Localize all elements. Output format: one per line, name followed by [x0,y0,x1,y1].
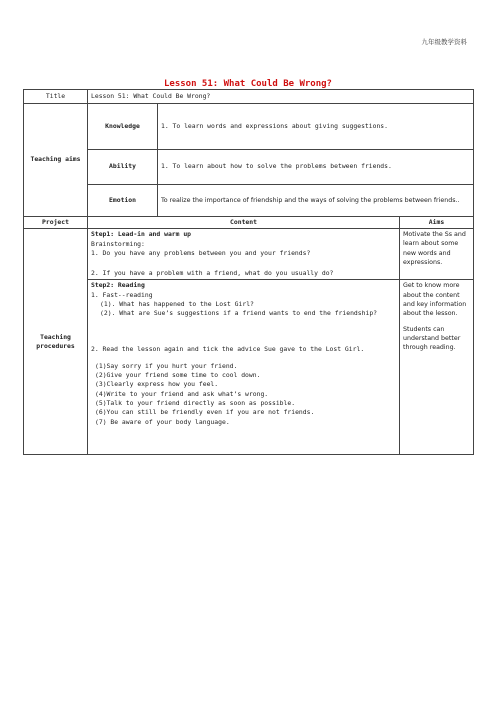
teaching-aims-label: Teaching aims [24,104,88,217]
step1-line: 1. Do you have any problems between you and your friends? [91,248,311,257]
step2-aims [400,280,474,455]
step2-line: (5)Talk to your friend directly as soon as possible. [95,398,296,407]
step2-line: 2. Read the lesson again and tick the advice Sue gave to the Lost Girl. [91,344,365,353]
emotion-text: To realize the importance of friendship and the ways of solving the problems between friends.. [158,185,474,217]
knowledge-text: 1. To learn words and expressions about giving suggestions. [158,104,474,150]
step2-line: (4)Write to your friend and ask what’s wrong. [95,389,269,398]
ability-label: Ability [88,150,158,185]
emotion-label: Emotion [88,185,158,217]
step2-content [88,280,400,455]
step2-line: (1)Say sorry if you hurt your friend. [95,361,238,370]
ability-text: 1. To learn about how to solve the problems between friends. [158,150,474,185]
step2-line: (7) Be aware of your body language. [95,417,230,426]
step2-line: (2)Give your friend some time to cool down. [95,371,261,380]
step1-heading: Step1: Lead-in and warm up [91,230,192,239]
title-value: Lesson 51: What Could Be Wrong? [88,90,474,104]
document-title: Lesson 51: What Could Be Wrong? [164,79,332,89]
ability-row [24,150,474,185]
knowledge-row [24,104,474,150]
step2-aims-text: Students can understand better through reading. [403,325,461,352]
step1-line: Brainstorming: [91,239,145,248]
knowledge-label: Knowledge [88,104,158,150]
step2-line: (1). What has happened to the Lost Girl? [100,299,254,308]
lesson-plan-table [23,89,474,455]
emotion-row [24,185,474,217]
step2-line: 1. Fast--reading [91,290,153,299]
step2-heading: Step2: Reading [91,281,145,290]
step2-line: (6)You can still be friendly even if you are not friends. [95,408,315,417]
step1-content [88,229,400,280]
column-header-row [24,217,474,229]
step1-line: 2. If you have a problem with a friend, what do you usually do? [91,269,334,278]
title-row [24,90,474,104]
step1-aims: Motivate the Ss and learn about some new words and expressions. [400,229,474,280]
step1-row [24,229,474,280]
step2-line: (3)Clearly express how you feel. [95,380,219,389]
project-header: Project [24,217,88,229]
title-label: Title [24,90,88,104]
aims-header: Aims [400,217,474,229]
content-header: Content [88,217,400,229]
step2-row [24,280,474,455]
teaching-procedures-label: Teaching procedures [24,229,88,455]
step2-aims-text: Get to know more about the content and key information about the lesson. [403,282,467,317]
step2-line: (2). What are Sue’s suggestions if a friend wants to end the friendship? [100,309,378,318]
header-note: 九年级教学资料 [421,38,467,46]
